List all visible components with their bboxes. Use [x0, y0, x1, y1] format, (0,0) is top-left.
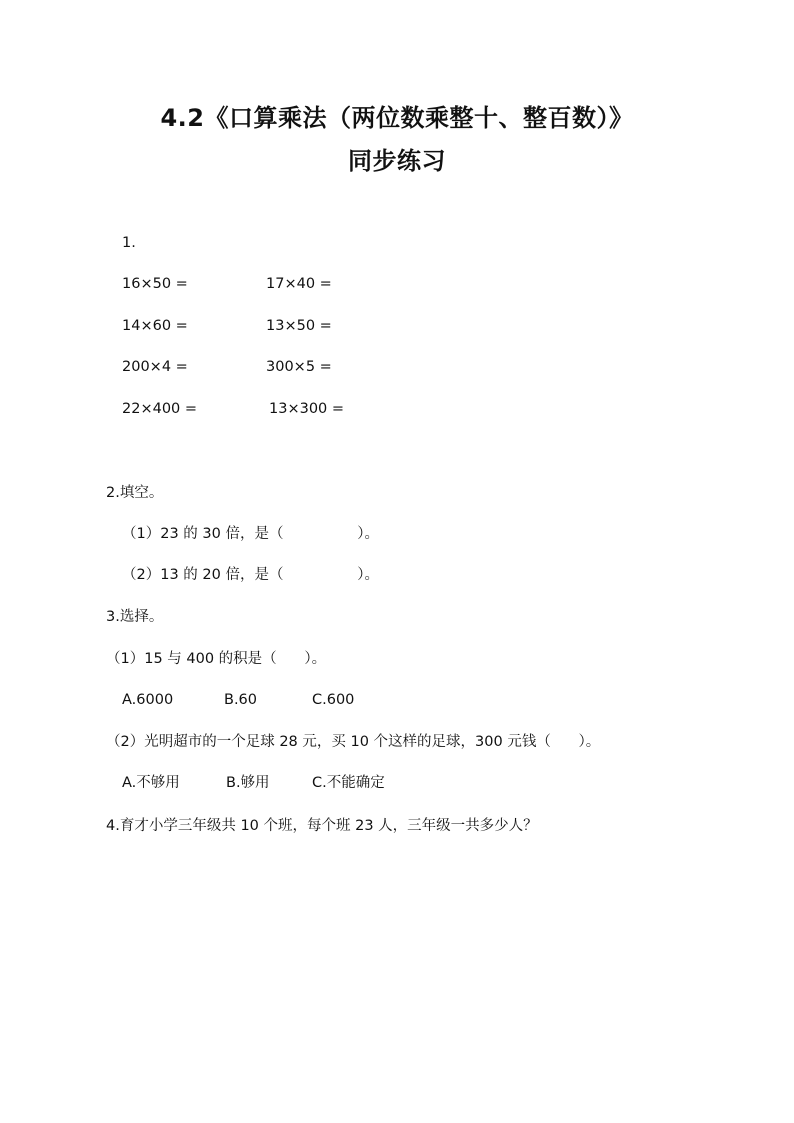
q3-question: （1）15 与 400 的积是（ ）。 — [106, 651, 327, 667]
q1-number: 1. — [122, 235, 136, 251]
q1-problem: 14×60 = — [122, 318, 188, 334]
q3-option: B.60 — [224, 692, 258, 708]
worksheet-title: 4.2《口算乘法（两位数乘整十、整百数）》 — [160, 104, 634, 132]
q3-option: A.不够用 — [122, 775, 180, 791]
worksheet-subtitle: 同步练习 — [348, 147, 446, 175]
q3-option: B.够用 — [226, 775, 270, 791]
q3-option: A.6000 — [122, 692, 174, 708]
q1-problem: 200×4 = — [122, 359, 188, 375]
q1-problem: 300×5 = — [266, 359, 332, 375]
q3-option: C.不能确定 — [312, 775, 385, 791]
q3-heading: 3.选择。 — [106, 609, 164, 625]
q1-problem: 22×400 = — [122, 401, 198, 417]
q2-heading: 2.填空。 — [106, 485, 164, 501]
q2-item: （2）13 的 20 倍，是（ ）。 — [122, 567, 379, 583]
q3-option: C.600 — [312, 692, 355, 708]
q3-question: （2）光明超市的一个足球 28 元，买 10 个这样的足球，300 元钱（ ）。 — [106, 734, 601, 750]
q1-problem: 13×50 = — [266, 318, 332, 334]
q1-problem: 13×300 = — [269, 401, 345, 417]
q1-problem: 16×50 = — [122, 276, 188, 292]
q2-item: （1）23 的 30 倍，是（ ）。 — [122, 526, 379, 542]
q4-text: 4.育才小学三年级共 10 个班，每个班 23 人，三年级一共多少人？ — [106, 818, 538, 834]
q1-problem: 17×40 = — [266, 276, 332, 292]
